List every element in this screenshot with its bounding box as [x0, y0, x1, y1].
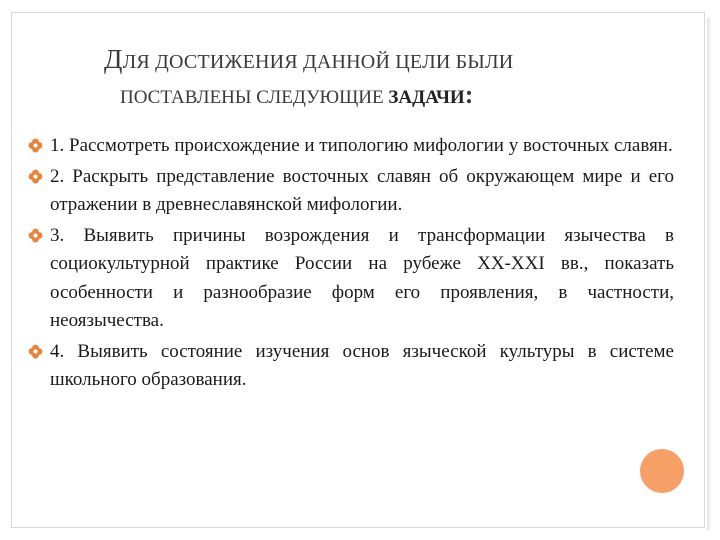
list-item — [28, 132, 674, 161]
four-petal-bullet-icon — [28, 169, 43, 184]
title-initial: Д — [104, 44, 123, 74]
decorative-circle — [640, 449, 684, 493]
four-petal-bullet-icon — [28, 344, 43, 359]
list-item-text: 1. Рассмотреть происхождение и типологию мифологии у восточных славян. — [50, 135, 673, 156]
title-line2-text: ПОСТАВЛЕНЫ СЛЕДУЮЩИЕ — [120, 87, 389, 108]
four-petal-bullet-icon — [28, 228, 43, 243]
slide-title-line1 — [104, 44, 513, 75]
list-item — [28, 222, 674, 336]
four-petal-bullet-icon — [28, 138, 43, 153]
list-item-text: 4. Выявить состояние изучения основ языческой культуры в системе школьного образования. — [50, 340, 674, 390]
task-list — [28, 132, 674, 397]
list-item — [28, 338, 674, 395]
title-line1-text: ЛЯ ДОСТИЖЕНИЯ ДАННОЙ ЦЕЛИ БЫЛИ — [122, 51, 514, 73]
list-item — [28, 163, 674, 220]
title-colon: : — [464, 80, 474, 109]
list-item-text: 3. Выявить причины возрождения и трансформации язычества в социокультурной практике России на рубеже XX-XXI вв., показать особенности и разнообразие форм его проявления, в частности, неоязычества. — [50, 224, 674, 331]
list-item-text: 2. Раскрыть представление восточных славян об окружающем мире и его отражении в древнеславянской мифологии. — [50, 165, 674, 215]
title-emphasis: ЗАДАЧИ — [388, 87, 465, 108]
slide-title-line2 — [120, 80, 473, 110]
frame-shadow — [707, 18, 711, 530]
